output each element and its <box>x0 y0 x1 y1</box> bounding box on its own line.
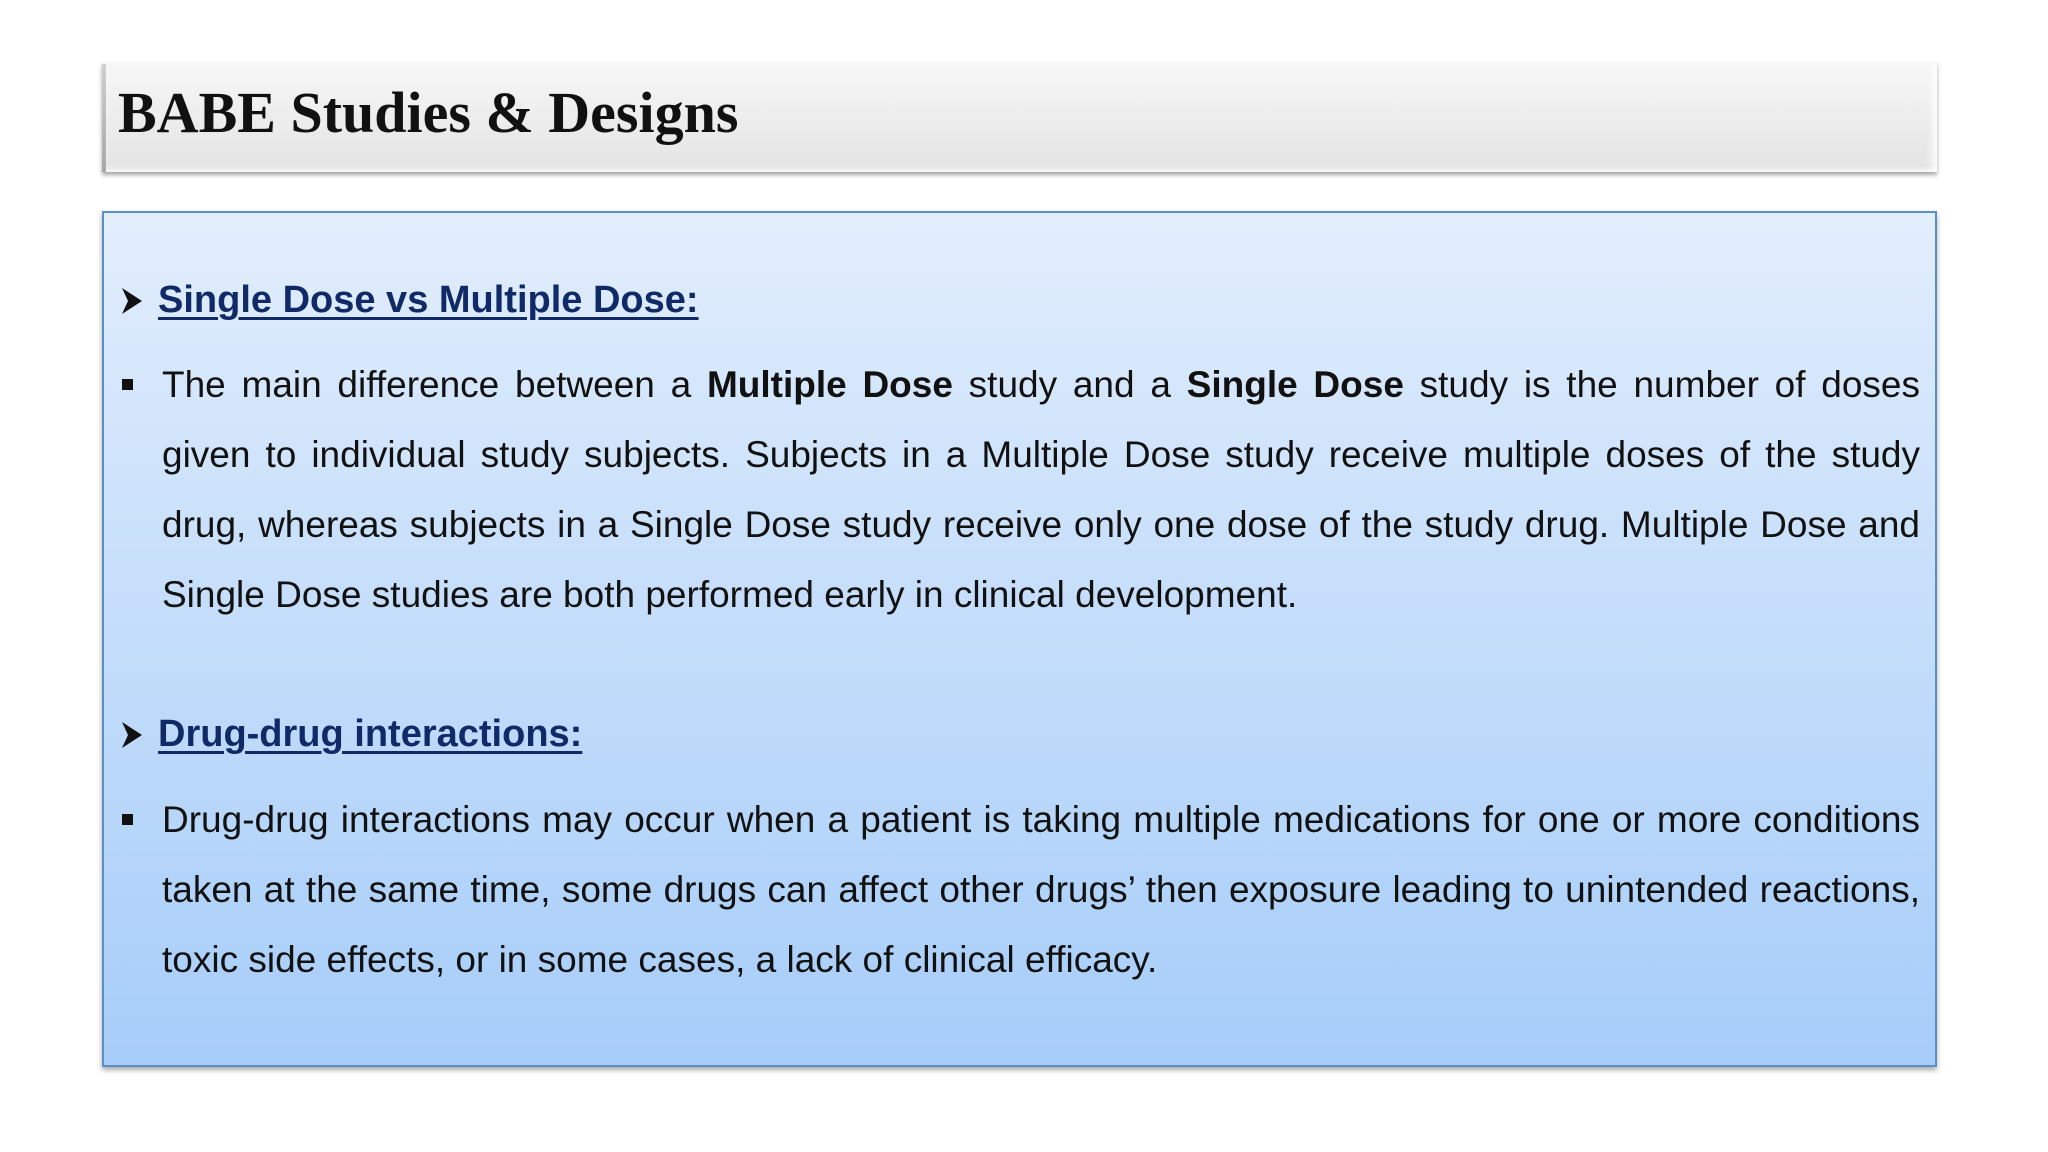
paragraph-text <box>162 350 1920 630</box>
paragraph-bold-run: Single Dose <box>1186 364 1404 405</box>
paragraph-text-run: study and a <box>952 364 1187 405</box>
paragraph-text-run: study is the number of doses given to individual study subjects. Subjects in a Multiple Dose study receive multiple doses of the study drug, whereas subjects in a Single Dose study receive only one dose of the study drug. Multiple Dose and Single Dose studies are both performed early in clinical development. <box>162 364 1920 615</box>
paragraph-text: Drug-drug interactions may occur when a patient is taking multiple medications for one or more conditions taken at the same time, some drugs can affect other drugs’ then exposure leading to unintended reactions, toxic side effects, or in some cases, a lack of clinical efficacy. <box>162 799 1920 980</box>
section-heading-single-multiple-dose <box>120 279 699 322</box>
square-bullet-icon <box>122 379 133 390</box>
section-heading-label: Single Dose vs Multiple Dose: <box>158 279 699 321</box>
section-heading-drug-drug-interactions <box>120 713 582 756</box>
paragraph-single-multiple-dose <box>122 350 1920 630</box>
paragraph-drug-drug-interactions <box>122 785 1920 995</box>
section-heading-label: Drug-drug interactions: <box>158 713 583 755</box>
content-box <box>102 211 1937 1067</box>
paragraph-text-run: The main difference between a <box>162 364 707 405</box>
arrowhead-bullet-icon <box>120 286 144 316</box>
square-bullet-icon <box>122 814 133 825</box>
slide-title-bar <box>102 62 1937 172</box>
slide-title: BABE Studies & Designs <box>118 80 739 145</box>
paragraph-bold-run: Multiple Dose <box>706 364 953 405</box>
arrowhead-bullet-icon <box>120 720 144 750</box>
